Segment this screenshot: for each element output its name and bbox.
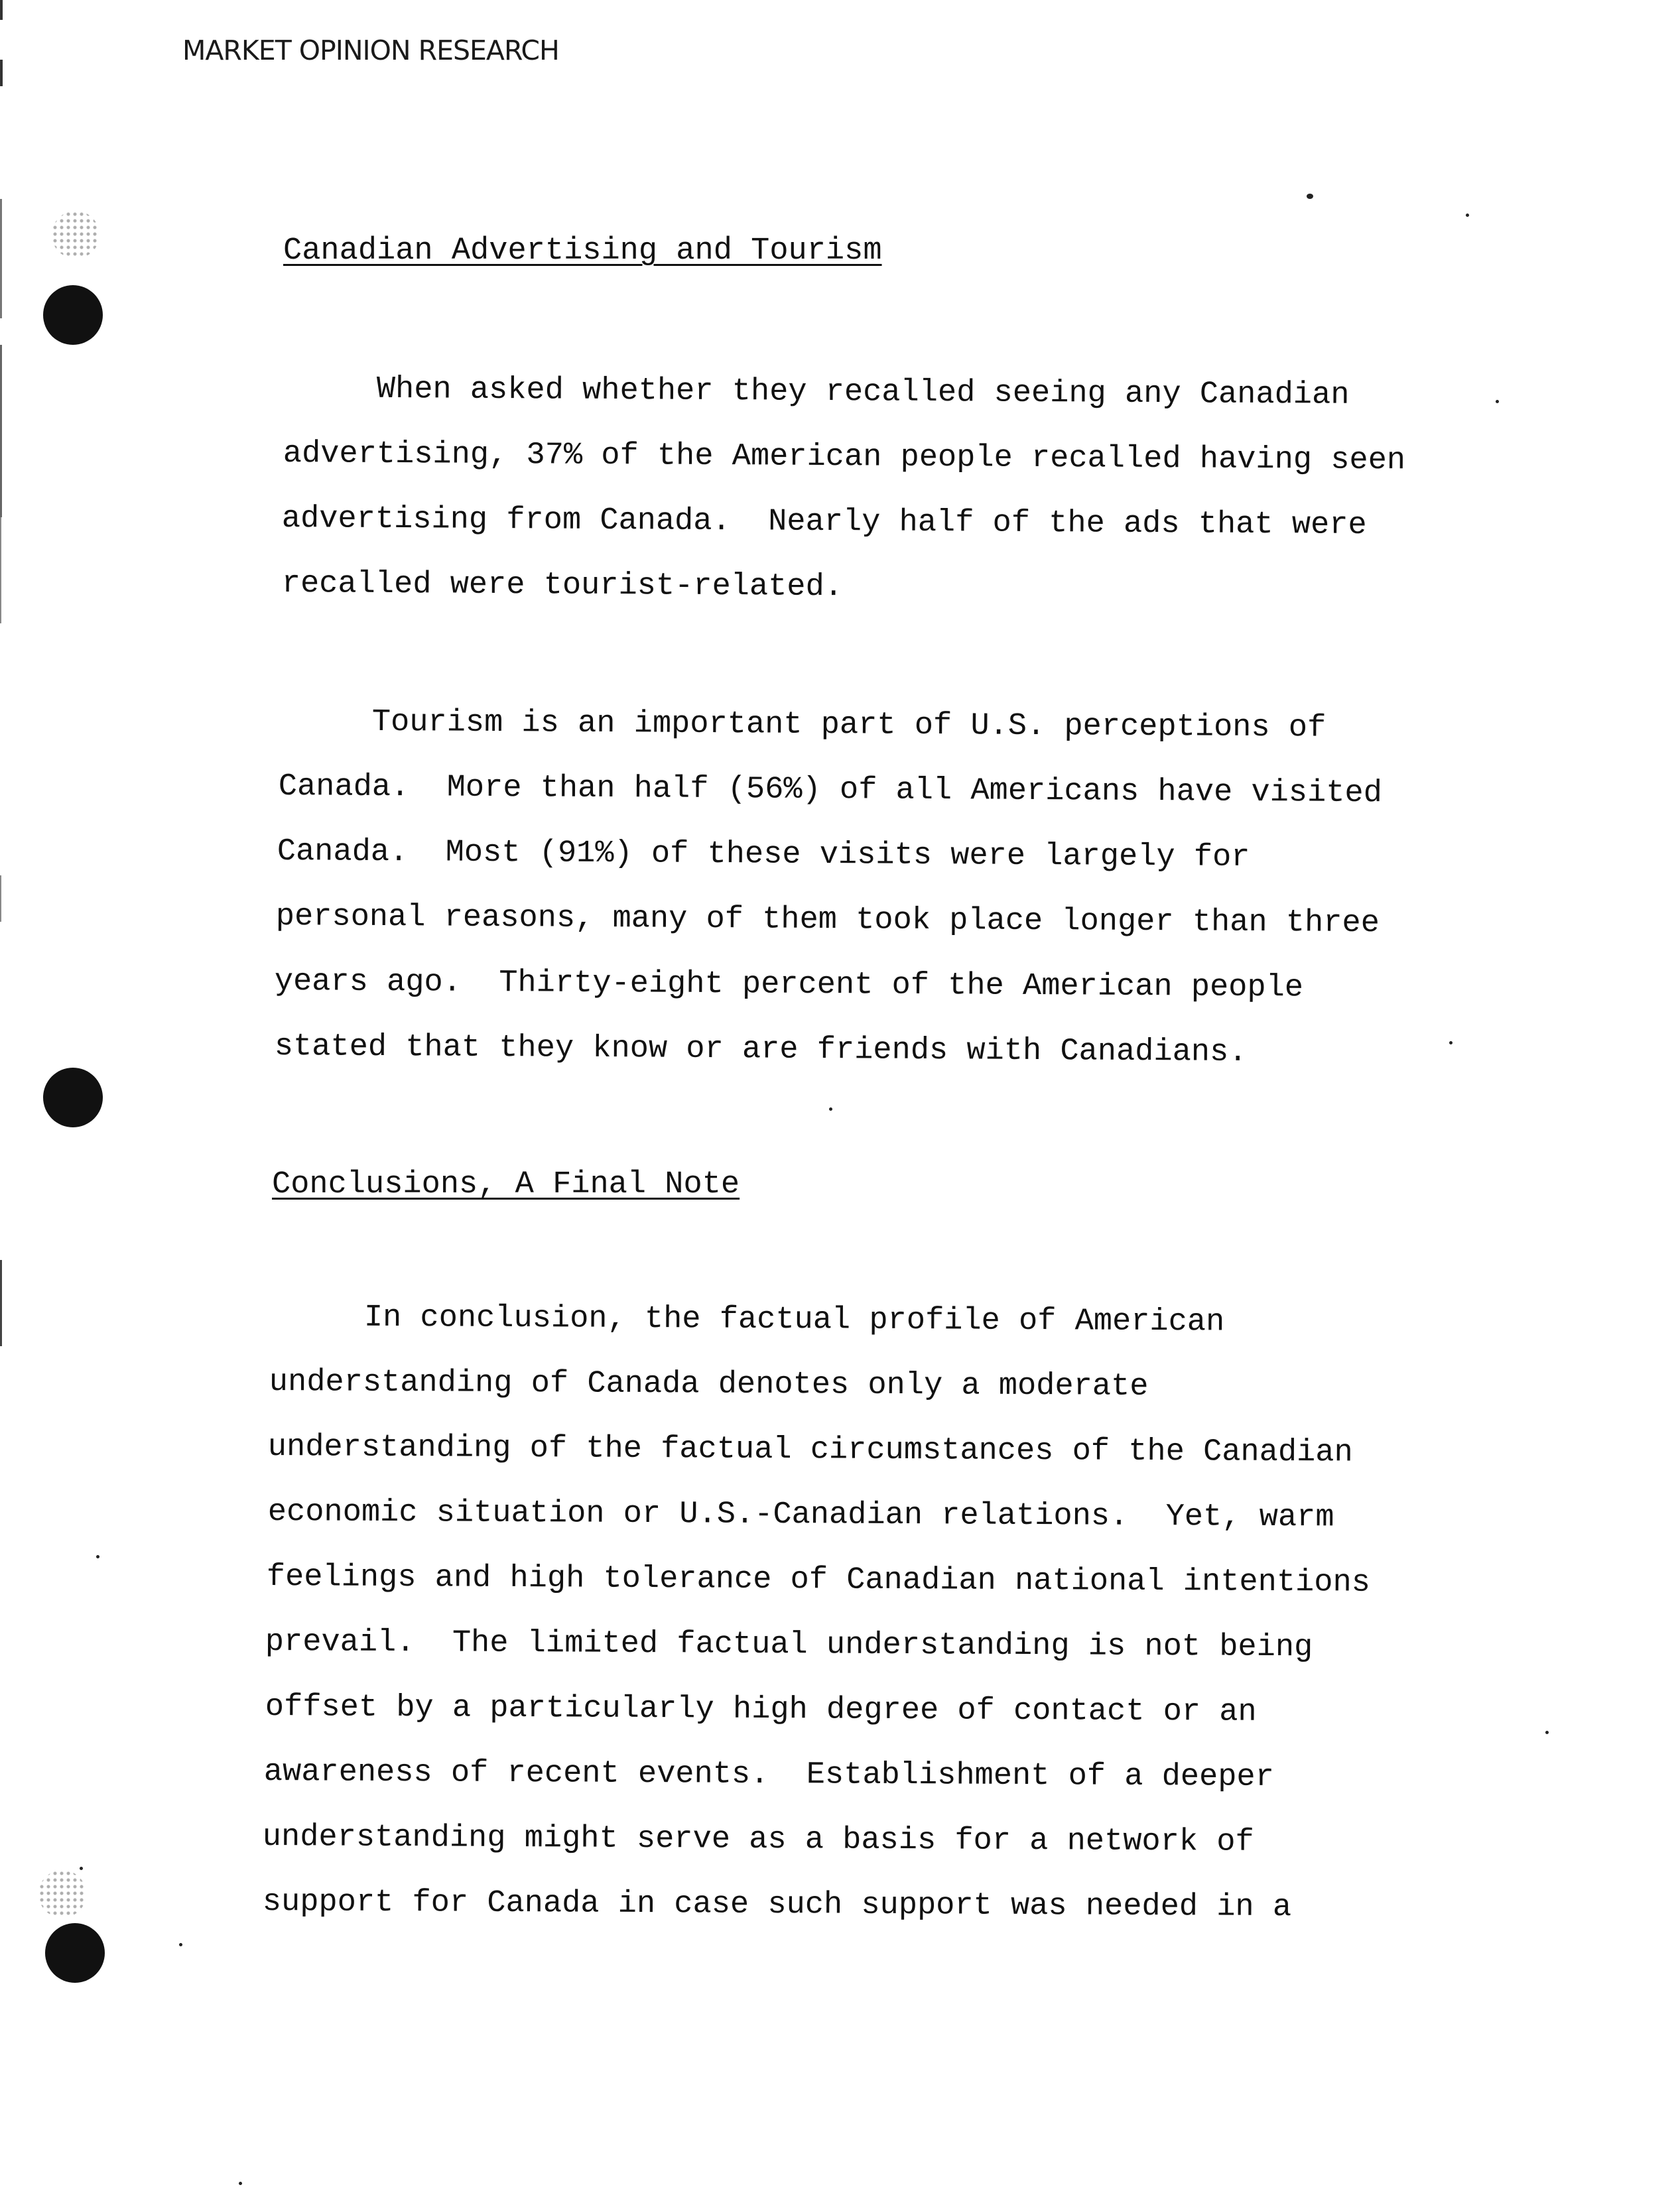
text-line: Canada. More than half (56%) of all Americans have visited xyxy=(278,769,1383,812)
text-line: advertising from Canada. Nearly half of the ads that were xyxy=(281,501,1367,543)
scan-speckle xyxy=(38,1870,86,1918)
scan-dot xyxy=(829,1107,832,1111)
edge-mark xyxy=(0,345,2,517)
text-line: Tourism is an important part of U.S. perceptions of xyxy=(278,704,1326,746)
section-heading-conclusions: Conclusions, A Final Note xyxy=(272,1167,740,1202)
scan-dot xyxy=(1496,400,1499,403)
scan-dot xyxy=(1545,1731,1549,1734)
scan-dot xyxy=(96,1555,99,1558)
edge-mark xyxy=(0,875,1,922)
text-line: Canada. Most (91%) of these visits were largely for xyxy=(277,834,1250,875)
scan-speckle xyxy=(52,211,99,259)
text-line: understanding of Canada denotes only a moderate xyxy=(269,1365,1149,1405)
text-line: awareness of recent events. Establishment of a deeper xyxy=(263,1755,1275,1795)
text-line: prevail. The limited factual understanding is not being xyxy=(265,1625,1313,1666)
punch-hole xyxy=(43,285,103,345)
scan-dot xyxy=(1449,1041,1453,1044)
punch-hole xyxy=(43,1068,103,1127)
edge-mark xyxy=(0,0,3,20)
text-line: offset by a particularly high degree of contact or an xyxy=(265,1690,1257,1730)
page-header: MARKET OPINION RESEARCH xyxy=(182,34,559,66)
section-heading-advertising-tourism: Canadian Advertising and Tourism xyxy=(283,233,882,269)
text-line: When asked whether they recalled seeing any Canadian xyxy=(283,371,1350,413)
edge-mark xyxy=(0,60,3,86)
edge-mark xyxy=(0,199,2,318)
text-line: feelings and high tolerance of Canadian national intentions xyxy=(266,1560,1371,1601)
scan-dot xyxy=(80,1867,83,1870)
scan-dot xyxy=(179,1943,182,1946)
text-line: advertising, 37% of the American people recalled having seen xyxy=(283,436,1406,479)
text-line: In conclusion, the factual profile of American xyxy=(270,1300,1225,1340)
edge-mark xyxy=(0,517,1,623)
edge-mark xyxy=(0,1260,2,1346)
text-line: years ago. Thirty-eight percent of the American people xyxy=(274,964,1304,1006)
scan-dot xyxy=(1466,214,1469,217)
scan-dot xyxy=(239,2182,242,2185)
scan-dot xyxy=(1307,194,1313,199)
text-line: understanding of the factual circumstances of the Canadian xyxy=(267,1430,1353,1471)
text-line: stated that they know or are friends with Canadians. xyxy=(274,1029,1248,1070)
text-line: understanding might serve as a basis for a network of xyxy=(262,1820,1254,1860)
text-line: economic situation or U.S.-Canadian relations. Yet, warm xyxy=(267,1495,1334,1536)
text-line: recalled were tourist-related. xyxy=(281,566,844,605)
text-line: personal reasons, many of them took place longer than three xyxy=(275,899,1380,942)
punch-hole xyxy=(45,1923,105,1983)
text-line: support for Canada in case such support was needed in a xyxy=(262,1885,1292,1926)
